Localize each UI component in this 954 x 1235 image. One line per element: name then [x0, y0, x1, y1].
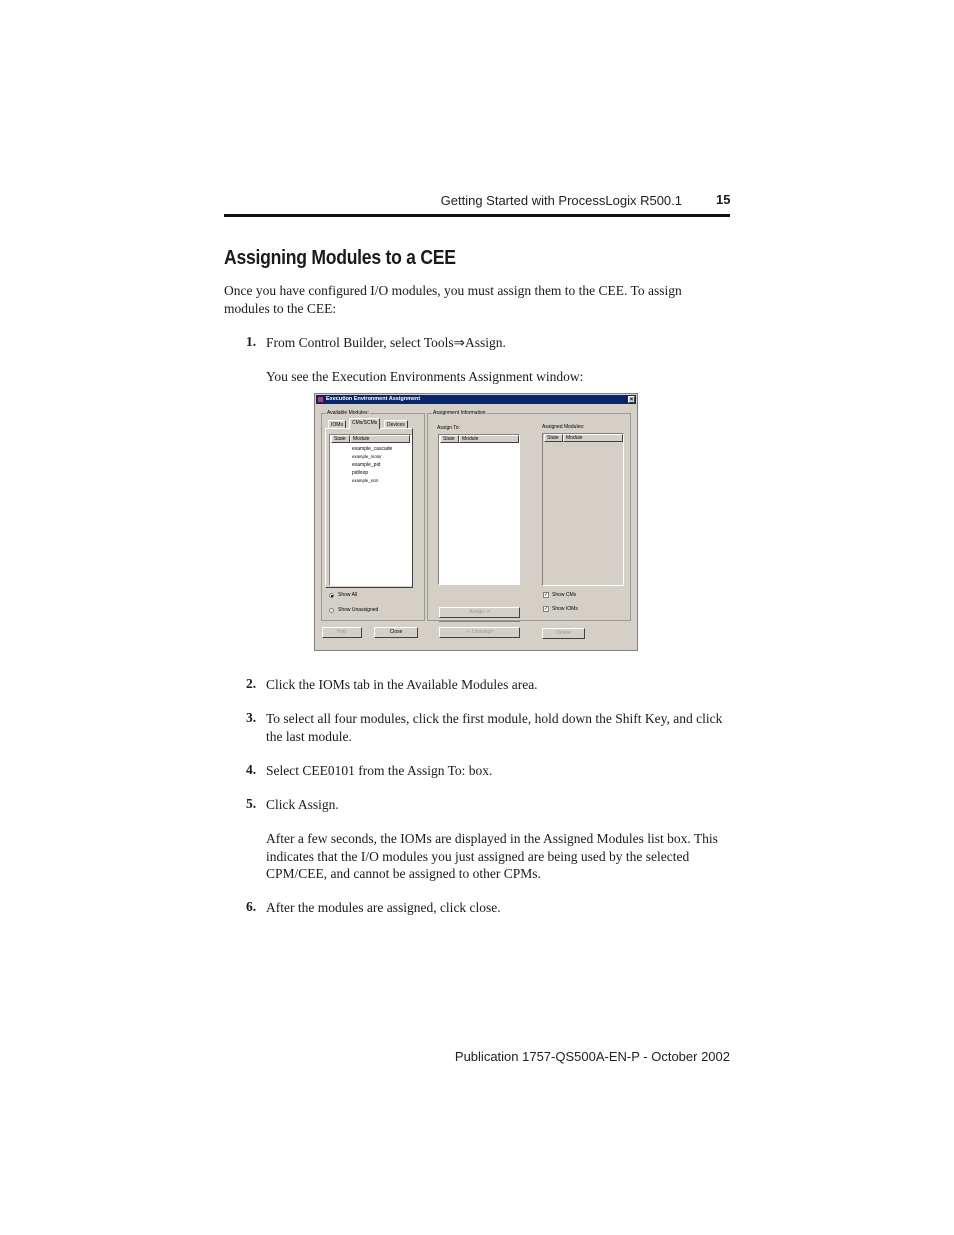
step-number: 2.	[246, 676, 257, 691]
assign-button[interactable]: Assign ->	[439, 607, 520, 618]
show-unassigned-label: Show Unassigned	[338, 607, 379, 613]
column-header-module[interactable]: Module	[350, 435, 410, 443]
dialog-title: Execution Environment Assignment	[326, 396, 421, 402]
header-rule	[224, 214, 730, 217]
tab-ioms[interactable]: IOMs	[328, 420, 346, 429]
step-number: 5.	[246, 796, 257, 811]
show-ioms-checkbox[interactable]: ✓	[544, 606, 549, 612]
step-text: Select CEE0101 from the Assign To: box.	[266, 763, 493, 778]
tab-devices[interactable]: Devices	[384, 420, 408, 429]
show-all-radio[interactable]	[329, 593, 334, 598]
available-modules-label: Available Modules:	[327, 410, 369, 416]
show-unassigned-radio[interactable]	[329, 608, 334, 613]
assign-to-list[interactable]	[438, 434, 520, 585]
column-header-state[interactable]: State	[440, 435, 459, 443]
publication-footer: Publication 1757-QS500A-EN-P - October 2002	[454, 1049, 730, 1064]
column-header-module[interactable]: Module	[459, 435, 519, 443]
column-header-state[interactable]: State	[331, 435, 350, 443]
step-number: 4.	[246, 762, 257, 777]
step-note: After a few seconds, the IOMs are displayed in the Assigned Modules list box. This indicates that the I/O modules you just assigned are being used by the selected CPM/CEE, and cannot be assigned to other CPMs.	[266, 831, 718, 881]
close-button[interactable]: Close	[374, 627, 418, 638]
list-item[interactable]: example_motor	[352, 454, 382, 459]
intro-paragraph: Once you have configured I/O modules, you must assign them to the CEE. To assign modules to the CEE:	[224, 283, 682, 316]
progress-bar	[439, 621, 520, 624]
assignment-information-label: Assignment Information	[433, 410, 486, 416]
list-item[interactable]: example_pid	[352, 462, 381, 468]
column-header-state[interactable]: State	[544, 434, 563, 442]
list-item[interactable]: pidloop	[352, 470, 369, 476]
running-title: Getting Started with ProcessLogix R500.1	[440, 193, 682, 208]
column-header-module[interactable]: Module	[563, 434, 623, 442]
step-number: 6.	[246, 899, 257, 914]
list-item[interactable]: example_cascade	[352, 446, 393, 452]
step-text: After the modules are assigned, click close.	[266, 900, 501, 915]
step-note: You see the Execution Environments Assignment window:	[266, 369, 584, 384]
step-text: To select all four modules, click the first module, hold down the Shift Key, and click the last module.	[266, 711, 723, 744]
show-ioms-label: Show IOMs	[552, 606, 578, 612]
step-text: Click the IOMs tab in the Available Modules area.	[266, 677, 538, 692]
window-icon	[318, 397, 323, 402]
step-number: 1.	[246, 334, 257, 349]
tab-cms-scms[interactable]: CMs/SCMs	[349, 418, 380, 429]
execution-environment-assignment-dialog	[314, 393, 638, 651]
delete-button[interactable]: Delete	[542, 628, 585, 639]
available-modules-list[interactable]	[329, 434, 412, 586]
assign-to-label: Assign To:	[437, 425, 460, 431]
show-cms-label: Show CMs	[552, 592, 577, 598]
assigned-modules-label: Assigned Modules:	[542, 424, 585, 430]
page-number: 15	[716, 192, 731, 207]
unassign-button[interactable]: <- Unassign	[439, 627, 520, 638]
step-text: Click Assign.	[266, 797, 339, 812]
show-cms-checkbox[interactable]: ✓	[544, 592, 549, 598]
section-title: Assigning Modules to a CEE	[224, 247, 456, 269]
help-button[interactable]: Help	[322, 627, 362, 638]
dialog-title-bar	[316, 395, 636, 404]
step-number: 3.	[246, 710, 257, 725]
assigned-modules-list[interactable]	[542, 433, 624, 586]
step-text: From Control Builder, select Tools⇒Assign.	[266, 335, 506, 350]
list-item[interactable]: example_scm	[352, 478, 379, 483]
show-all-label: Show All	[338, 592, 358, 598]
close-icon[interactable]: ×	[629, 397, 634, 403]
